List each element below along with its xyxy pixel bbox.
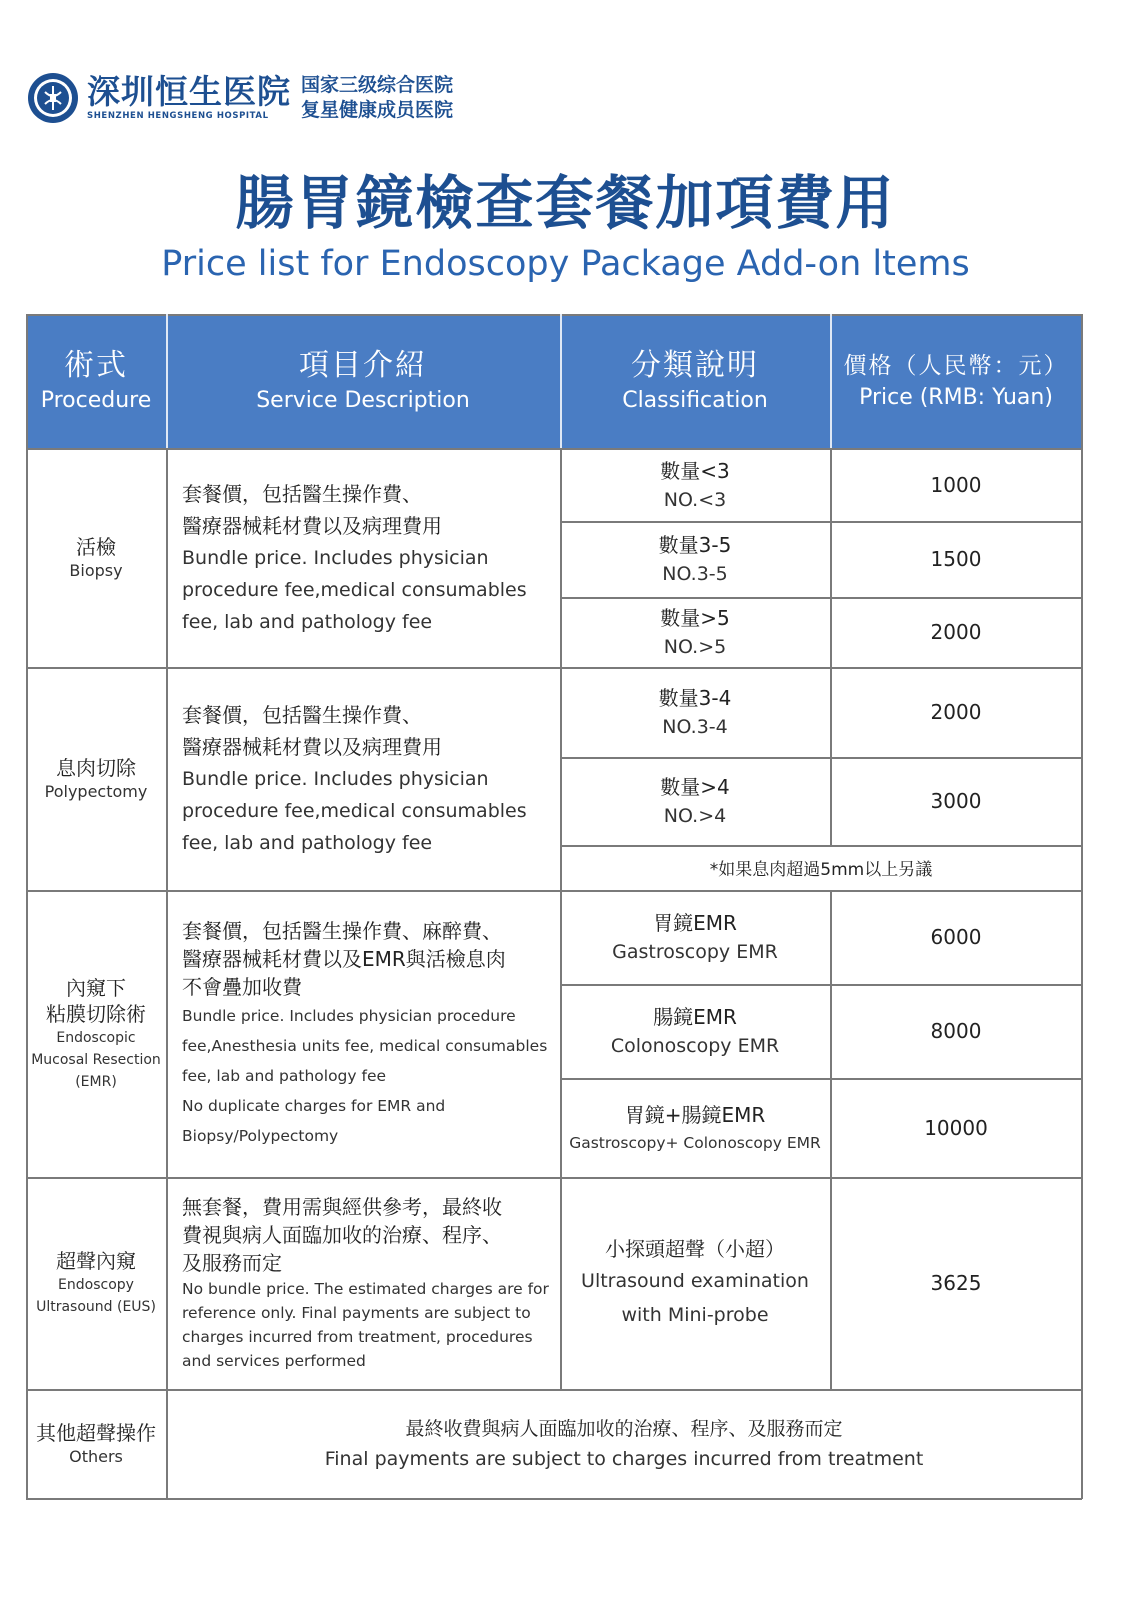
emr-proc-en-3: (EMR)	[75, 1073, 117, 1090]
biopsy-class-3-cn: 數量>5	[660, 606, 730, 630]
eus-classification	[560, 1177, 830, 1389]
table-border	[26, 314, 28, 1499]
price-table	[26, 314, 1082, 1499]
column-divider	[166, 314, 168, 1499]
eus-price: 3625	[930, 1271, 982, 1295]
emr-proc-en-1: Endoscopic	[56, 1029, 136, 1046]
eus-desc-en-4: and services performed	[182, 1352, 366, 1370]
emr-desc-cn-2: 醫療器械耗材費以及EMR與活檢息肉	[182, 946, 506, 971]
subrow-divider	[560, 984, 1082, 986]
biopsy-class-1-cn: 數量<3	[660, 458, 730, 483]
biopsy-proc-en: Biopsy	[69, 560, 123, 580]
others-proc-en: Others	[69, 1447, 123, 1466]
emr-class-2-en: Colonoscopy EMR	[610, 1035, 780, 1057]
table-border	[1081, 314, 1083, 1499]
header-class-cn: 分類說明	[631, 348, 759, 383]
biopsy-price-2: 1500	[930, 547, 982, 571]
emr-class-1	[560, 890, 830, 984]
header-divider	[166, 314, 168, 448]
eus-class-en-1: Ultrasound examination	[581, 1270, 809, 1292]
header-procedure-en: Procedure	[40, 388, 152, 413]
eus-description	[166, 1177, 560, 1389]
biopsy-class-1	[560, 448, 830, 521]
emr-desc-cn-3: 不會疊加收費	[182, 974, 302, 999]
biopsy-price-3: 2000	[930, 620, 982, 644]
hospital-name-cn: 深圳恒生医院	[87, 72, 291, 111]
biopsy-desc-en-3: fee, lab and pathology fee	[182, 610, 433, 633]
row-divider	[26, 667, 1082, 669]
polypectomy-proc-en: Polypectomy	[44, 781, 148, 801]
biopsy-class-3	[560, 597, 830, 667]
polypectomy-class-1-cn: 數量3-4	[658, 686, 732, 710]
header-price-cn: 價格（人民幣：元）	[843, 353, 1069, 379]
emr-class-2	[560, 984, 830, 1078]
header-divider	[830, 314, 832, 448]
others-description	[166, 1389, 1082, 1499]
eus-desc-en-3: charges incurred from treatment, procedures	[182, 1328, 533, 1346]
header-service-cn: 項目介紹	[299, 348, 427, 383]
emr-procedure	[26, 890, 166, 1177]
biopsy-desc-en-1: Bundle price. Includes physician	[182, 546, 489, 569]
biopsy-price-1: 1000	[930, 472, 982, 497]
table-border	[26, 314, 1082, 316]
emr-class-3-cn: 胃鏡+腸鏡EMR	[624, 1102, 766, 1127]
subrow-divider	[560, 597, 1082, 599]
table-border	[26, 1498, 1082, 1500]
subrow-divider	[560, 757, 1082, 759]
header-procedure-cn: 術式	[64, 348, 128, 383]
polypectomy-class-2-cn: 數量>4	[660, 775, 730, 799]
page-title-en: Price list for Endoscopy Package Add-on ltems	[161, 244, 970, 284]
emr-class-1-en: Gastroscopy EMR	[612, 941, 778, 963]
biopsy-class-1-en: NO.<3	[663, 488, 727, 511]
polypectomy-desc-cn-2: 醫療器械耗材費以及病理費用	[182, 734, 442, 759]
others-text-en: Final payments are subject to charges incurred from treatment	[324, 1448, 924, 1470]
hospital-tag-1: 国家三级综合医院	[301, 74, 454, 96]
biopsy-procedure	[26, 448, 166, 667]
eus-class-cn: 小探頭超聲（小超）	[605, 1237, 785, 1261]
polypectomy-desc-en-1: Bundle price. Includes physician	[182, 767, 489, 790]
column-divider	[560, 314, 562, 1389]
header-procedure	[26, 314, 166, 448]
biopsy-description	[166, 448, 560, 667]
eus-procedure	[26, 1177, 166, 1389]
biopsy-desc-cn-1: 套餐價，包括醫生操作費、	[182, 481, 422, 506]
emr-desc-en-1: Bundle price. Includes physician procedure	[182, 1006, 516, 1025]
row-divider	[26, 448, 1082, 450]
emr-class-3-en: Gastroscopy+ Colonoscopy EMR	[569, 1133, 821, 1152]
subrow-divider	[560, 521, 1082, 523]
biopsy-desc-cn-2: 醫療器械耗材費以及病理費用	[182, 513, 442, 538]
polypectomy-class-2	[560, 757, 830, 845]
emr-proc-cn-2: 粘膜切除術	[46, 1001, 146, 1026]
emr-desc-en-2: fee,Anesthesia units fee, medical consumables	[182, 1036, 548, 1055]
biopsy-class-2-en: NO.3-5	[662, 563, 728, 585]
hospital-tag-2: 复星健康成员医院	[301, 99, 454, 121]
eus-desc-en-2: reference only. Final payments are subject to	[182, 1304, 531, 1322]
biopsy-class-3-en: NO.>5	[663, 636, 727, 658]
subrow-divider	[560, 845, 1082, 847]
eus-class-en-2: with Mini-probe	[621, 1304, 769, 1326]
polypectomy-procedure	[26, 667, 166, 890]
header-classification	[560, 314, 830, 448]
others-proc-cn: 其他超聲操作	[36, 1421, 156, 1445]
emr-class-3	[560, 1078, 830, 1177]
emr-proc-cn-1: 內窺下	[66, 975, 126, 1000]
emr-price-3: 10000	[924, 1115, 988, 1140]
emr-desc-en-5: Biopsy/Polypectomy	[182, 1126, 339, 1145]
header-service	[166, 314, 560, 448]
hospital-seal-icon	[27, 72, 79, 124]
emr-price-2: 8000	[930, 1019, 982, 1043]
others-text-cn: 最終收費與病人面臨加收的治療、程序、及服務而定	[405, 1418, 843, 1440]
emr-class-1-cn: 胃鏡EMR	[653, 911, 737, 935]
eus-desc-cn-1: 無套餐，費用需與經供參考，最終收	[182, 1195, 502, 1219]
polypectomy-price-1: 2000	[930, 700, 982, 724]
header-service-en: Service Description	[256, 388, 470, 413]
emr-desc-en-3: fee, lab and pathology fee	[182, 1066, 387, 1085]
emr-proc-en-2: Mucosal Resection	[31, 1051, 161, 1068]
page-title-cn: 腸胃鏡檢查套餐加項費用	[235, 169, 896, 237]
biopsy-class-2	[560, 521, 830, 597]
header-divider	[560, 314, 562, 448]
row-divider	[26, 890, 1082, 892]
subrow-divider	[560, 1078, 1082, 1080]
eus-desc-cn-2: 費視與病人面臨加收的治療、程序、	[182, 1223, 502, 1247]
polypectomy-desc-cn-1: 套餐價，包括醫生操作費、	[182, 702, 422, 727]
biopsy-desc-en-2: procedure fee,medical consumables	[182, 578, 527, 601]
eus-proc-cn: 超聲內窺	[56, 1249, 136, 1273]
polypectomy-price-2: 3000	[930, 789, 982, 813]
hospital-name-en: SHENZHEN HENGSHENG HOSPITAL	[87, 111, 269, 121]
eus-proc-en-2: Ultrasound (EUS)	[36, 1299, 156, 1315]
row-divider	[26, 1177, 1082, 1179]
column-divider	[830, 890, 832, 1389]
eus-desc-cn-3: 及服務而定	[182, 1251, 282, 1275]
header-class-en: Classification	[622, 388, 768, 413]
emr-desc-cn-1: 套餐價，包括醫生操作費、麻醉費、	[182, 918, 502, 943]
polypectomy-class-1-en: NO.3-4	[662, 716, 728, 738]
polypectomy-proc-cn: 息肉切除	[56, 755, 136, 780]
emr-class-2-cn: 腸鏡EMR	[653, 1005, 737, 1029]
polypectomy-desc-en-2: procedure fee,medical consumables	[182, 799, 527, 822]
polypectomy-class-2-en: NO.>4	[663, 805, 727, 827]
emr-desc-en-4: No duplicate charges for EMR and	[182, 1096, 446, 1115]
biopsy-class-2-cn: 數量3-5	[658, 533, 732, 557]
others-procedure	[26, 1389, 166, 1499]
biopsy-proc-cn: 活檢	[76, 534, 116, 559]
hospital-logo	[27, 70, 453, 126]
eus-desc-en-1: No bundle price. The estimated charges are for	[182, 1280, 549, 1298]
polypectomy-description	[166, 667, 560, 890]
header-price	[830, 314, 1082, 448]
polypectomy-class-1	[560, 667, 830, 757]
header-price-en: Price (RMB: Yuan)	[859, 385, 1053, 410]
eus-proc-en-1: Endoscopy	[58, 1277, 134, 1293]
polypectomy-desc-en-3: fee, lab and pathology fee	[182, 831, 433, 854]
row-divider	[26, 1389, 1082, 1391]
emr-price-1: 6000	[930, 925, 982, 949]
polypectomy-note: *如果息肉超過5mm以上另議	[709, 860, 933, 880]
emr-description	[166, 890, 560, 1177]
